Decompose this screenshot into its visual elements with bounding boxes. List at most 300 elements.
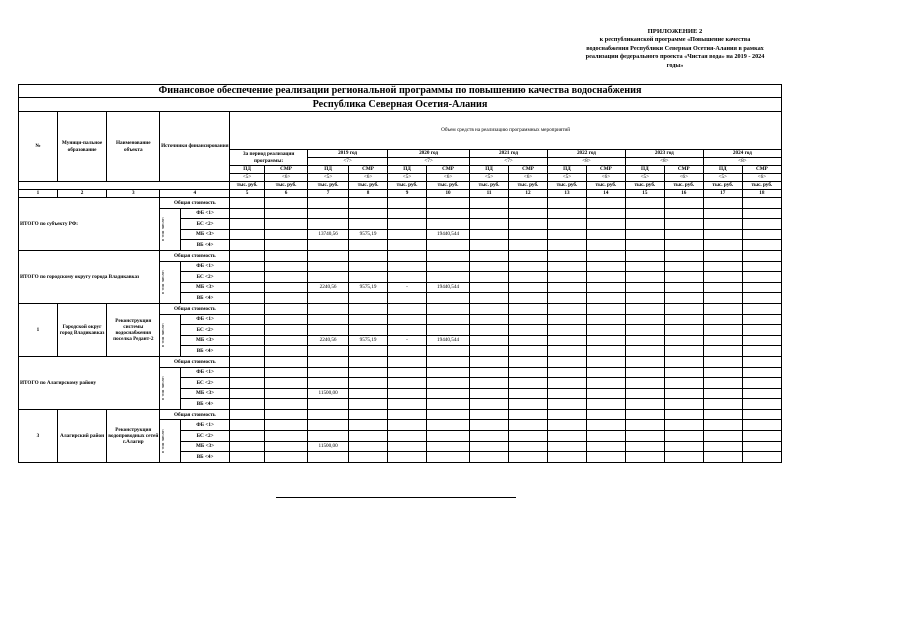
value-cell [388, 325, 427, 336]
header-smr: СМР [664, 166, 703, 174]
value-cell [230, 250, 265, 261]
value-cell [427, 314, 470, 325]
header-ref-smr: <6> [664, 174, 703, 182]
header-unit: тыс. руб. [742, 182, 781, 190]
value-cell [547, 367, 586, 378]
value-cell [664, 272, 703, 283]
value-cell [509, 409, 548, 420]
value-cell [308, 314, 349, 325]
value-cell [703, 282, 742, 293]
label-source-vb: ВБ <4> [180, 240, 229, 251]
value-cell [509, 346, 548, 357]
value-cell [703, 272, 742, 283]
value-cell [664, 314, 703, 325]
value-cell [509, 272, 548, 283]
header-pd: ПД [625, 166, 664, 174]
value-cell [509, 452, 548, 463]
header-unit: тыс. руб. [509, 182, 548, 190]
value-cell [625, 399, 664, 410]
label-total-cost: Общая стоимость [160, 303, 230, 314]
label-source-bs: БС <2> [180, 272, 229, 283]
value-cell [308, 219, 349, 230]
value-cell [470, 272, 509, 283]
header-unit: тыс. руб. [586, 182, 625, 190]
value-cell [547, 250, 586, 261]
label-total-cost: Общая стоимость [160, 409, 230, 420]
value-cell [349, 356, 388, 367]
value-cell [664, 325, 703, 336]
value-cell [664, 378, 703, 389]
value-cell [509, 441, 548, 452]
label-source-fb: ФБ <1> [180, 367, 229, 378]
label-source-vb: ВБ <4> [180, 346, 229, 357]
value-cell [230, 441, 265, 452]
value-cell [547, 198, 586, 209]
value-cell [742, 441, 781, 452]
value-cell [509, 367, 548, 378]
value-cell [308, 303, 349, 314]
value-cell [703, 441, 742, 452]
value-cell [742, 314, 781, 325]
value-cell [265, 452, 308, 463]
value-cell [703, 335, 742, 346]
header-ref-pd: <5> [470, 174, 509, 182]
label-source-mb: МБ <3> [180, 441, 229, 452]
value-cell [388, 367, 427, 378]
header-pd: ПД [230, 166, 265, 174]
value-cell [586, 240, 625, 251]
header-volume: Объем средств на реализацию программных мероприятий [230, 112, 782, 150]
value-cell [547, 378, 586, 389]
label-source-fb: ФБ <1> [180, 314, 229, 325]
header-ref-pd: <5> [308, 174, 349, 182]
value-cell [509, 250, 548, 261]
label-in-that-text: в том числе: [160, 217, 166, 242]
value-cell: 9575,19 [349, 229, 388, 240]
header-smr: СМР [427, 166, 470, 174]
appendix-line: реализации федерального проекта «Чистая вода» на 2019 - 2024 [585, 53, 765, 61]
value-cell [509, 219, 548, 230]
value-cell [230, 219, 265, 230]
value-cell [470, 261, 509, 272]
value-cell [349, 303, 388, 314]
value-cell [388, 431, 427, 442]
value-cell [265, 441, 308, 452]
value-cell [625, 431, 664, 442]
header-ref-pd: <5> [625, 174, 664, 182]
value-cell [625, 293, 664, 304]
block-municipal: Городской округ город Владикавказ [57, 303, 106, 356]
value-cell [664, 420, 703, 431]
value-cell [703, 388, 742, 399]
value-cell [547, 261, 586, 272]
value-cell [742, 431, 781, 442]
appendix-note [540, 28, 810, 70]
value-cell [308, 261, 349, 272]
table-title: Финансовое обеспечение реализации региональной программы по повышению качества водоснабжения [19, 85, 782, 98]
value-cell [547, 409, 586, 420]
value-cell [349, 452, 388, 463]
table-row [19, 409, 782, 420]
value-cell [547, 420, 586, 431]
value-cell [349, 208, 388, 219]
header-unit: тыс. руб. [265, 182, 308, 190]
label-source-vb: ВБ <4> [180, 293, 229, 304]
value-cell [230, 378, 265, 389]
value-cell [230, 399, 265, 410]
value-cell [470, 441, 509, 452]
header-pd: ПД [547, 166, 586, 174]
value-cell [230, 261, 265, 272]
value-cell: 9575,19 [349, 335, 388, 346]
value-cell [664, 409, 703, 420]
value-cell [742, 399, 781, 410]
header-unit: тыс. руб. [470, 182, 509, 190]
value-cell [625, 229, 664, 240]
value-cell [703, 325, 742, 336]
label-in-that-text: в том числе: [160, 323, 166, 348]
value-cell [547, 346, 586, 357]
header-year-ref: <8> [703, 158, 781, 166]
value-cell [265, 198, 308, 209]
value-cell [349, 420, 388, 431]
column-number: 8 [349, 190, 388, 198]
value-cell [230, 272, 265, 283]
value-cell [265, 346, 308, 357]
value-cell [308, 409, 349, 420]
value-cell [547, 282, 586, 293]
value-cell [703, 356, 742, 367]
value-cell [664, 431, 703, 442]
column-number: 4 [160, 190, 230, 198]
value-cell [308, 399, 349, 410]
value-cell [230, 388, 265, 399]
value-cell [586, 388, 625, 399]
column-number: 11 [470, 190, 509, 198]
value-cell [509, 314, 548, 325]
value-cell [664, 240, 703, 251]
value-cell [703, 208, 742, 219]
value-cell [509, 293, 548, 304]
value-cell [265, 219, 308, 230]
value-cell [470, 378, 509, 389]
value-cell [265, 367, 308, 378]
value-cell [308, 240, 349, 251]
value-cell [427, 303, 470, 314]
value-cell [388, 219, 427, 230]
value-cell [470, 198, 509, 209]
value-cell [388, 441, 427, 452]
value-cell [470, 229, 509, 240]
value-cell [664, 303, 703, 314]
value-cell [625, 261, 664, 272]
value-cell [265, 388, 308, 399]
value-cell [265, 325, 308, 336]
value-cell [547, 229, 586, 240]
header-year: 2021 год [470, 150, 548, 158]
value-cell [388, 452, 427, 463]
value-cell [703, 378, 742, 389]
value-cell [388, 378, 427, 389]
header-ref-pd: <5> [703, 174, 742, 182]
value-cell: 19440,544 [427, 229, 470, 240]
column-number: 13 [547, 190, 586, 198]
value-cell [586, 367, 625, 378]
header-sources: Источники финансирования [160, 112, 230, 182]
table-row [19, 303, 782, 314]
value-cell [388, 409, 427, 420]
value-cell [509, 378, 548, 389]
value-cell [470, 356, 509, 367]
value-cell [742, 272, 781, 283]
table-row [19, 356, 782, 367]
value-cell [703, 314, 742, 325]
value-cell [388, 229, 427, 240]
value-cell [427, 272, 470, 283]
value-cell [703, 367, 742, 378]
value-cell [470, 293, 509, 304]
value-cell [703, 452, 742, 463]
column-number: 6 [265, 190, 308, 198]
label-source-bs: БС <2> [180, 431, 229, 442]
value-cell: 2240,56 [308, 282, 349, 293]
value-cell [586, 219, 625, 230]
value-cell [349, 272, 388, 283]
label-source-mb: МБ <3> [180, 388, 229, 399]
value-cell [265, 420, 308, 431]
value-cell [427, 250, 470, 261]
value-cell [230, 229, 265, 240]
value-cell [625, 208, 664, 219]
value-cell: 19440,544 [427, 335, 470, 346]
value-cell [625, 378, 664, 389]
value-cell [388, 261, 427, 272]
finance-table-wrapper [18, 84, 782, 463]
value-cell [742, 409, 781, 420]
value-cell: 11500,00 [308, 441, 349, 452]
value-cell: - [388, 335, 427, 346]
column-number: 15 [625, 190, 664, 198]
header-unit: тыс. руб. [664, 182, 703, 190]
value-cell [230, 346, 265, 357]
value-cell [664, 293, 703, 304]
header-ref-smr: <6> [265, 174, 308, 182]
value-cell [265, 314, 308, 325]
label-in-that [160, 208, 181, 250]
column-number: 2 [57, 190, 106, 198]
value-cell [664, 346, 703, 357]
value-cell [742, 335, 781, 346]
value-cell [586, 198, 625, 209]
value-cell [427, 198, 470, 209]
value-cell [625, 240, 664, 251]
appendix-line: водоснабжения Республики Северная Осетия-Алания в рамках [586, 44, 764, 52]
value-cell [509, 388, 548, 399]
value-cell [265, 431, 308, 442]
column-number: 12 [509, 190, 548, 198]
header-unit: тыс. руб. [547, 182, 586, 190]
value-cell [547, 325, 586, 336]
value-cell [427, 367, 470, 378]
header-unit: тыс. руб. [388, 182, 427, 190]
value-cell [230, 367, 265, 378]
value-cell [703, 240, 742, 251]
label-total-cost: Общая стоимость [160, 250, 230, 261]
value-cell [703, 219, 742, 230]
value-cell [308, 198, 349, 209]
value-cell [586, 420, 625, 431]
value-cell [388, 388, 427, 399]
value-cell [265, 409, 308, 420]
label-source-mb: МБ <3> [180, 229, 229, 240]
value-cell [349, 388, 388, 399]
value-cell [625, 346, 664, 357]
value-cell [427, 346, 470, 357]
block-total-name: ИТОГО по субъекту РФ: [19, 198, 160, 251]
value-cell [349, 198, 388, 209]
value-cell [265, 335, 308, 346]
value-cell: - [388, 282, 427, 293]
value-cell [586, 282, 625, 293]
value-cell [664, 208, 703, 219]
header-unit: тыс. руб. [703, 182, 742, 190]
value-cell: 9575,19 [349, 282, 388, 293]
value-cell [470, 314, 509, 325]
value-cell [742, 282, 781, 293]
header-smr: СМР [586, 166, 625, 174]
header-ref-pd: <5> [230, 174, 265, 182]
value-cell [625, 314, 664, 325]
value-cell [308, 293, 349, 304]
value-cell [703, 261, 742, 272]
value-cell [547, 356, 586, 367]
value-cell [547, 272, 586, 283]
value-cell [586, 250, 625, 261]
value-cell [427, 219, 470, 230]
value-cell [265, 261, 308, 272]
label-source-fb: ФБ <1> [180, 208, 229, 219]
value-cell [586, 346, 625, 357]
value-cell [265, 282, 308, 293]
value-cell [265, 356, 308, 367]
header-smr: СМР [349, 166, 388, 174]
value-cell [742, 388, 781, 399]
value-cell [470, 346, 509, 357]
value-cell [664, 250, 703, 261]
value-cell [586, 293, 625, 304]
value-cell [349, 240, 388, 251]
header-smr: СМР [265, 166, 308, 174]
value-cell [349, 293, 388, 304]
block-object: Реконструкция водопроводных сетей г.Алагир [107, 409, 160, 462]
value-cell [427, 325, 470, 336]
header-municipal: Муници-пальное образование [57, 112, 106, 182]
value-cell [625, 303, 664, 314]
header-unit: тыс. руб. [427, 182, 470, 190]
value-cell [388, 240, 427, 251]
value-cell [308, 325, 349, 336]
value-cell [349, 399, 388, 410]
value-cell [586, 229, 625, 240]
value-cell [509, 431, 548, 442]
label-in-that-text: в том числе: [160, 429, 166, 454]
value-cell [742, 303, 781, 314]
value-cell [265, 378, 308, 389]
column-number: 5 [230, 190, 265, 198]
value-cell [703, 399, 742, 410]
value-cell [308, 272, 349, 283]
value-cell [625, 272, 664, 283]
value-cell [349, 314, 388, 325]
label-source-vb: ВБ <4> [180, 452, 229, 463]
value-cell [470, 409, 509, 420]
header-year: 2023 год [625, 150, 703, 158]
column-number: 10 [427, 190, 470, 198]
value-cell [742, 240, 781, 251]
value-cell [586, 314, 625, 325]
value-cell [509, 356, 548, 367]
finance-table [18, 84, 782, 463]
label-in-that [160, 314, 181, 356]
value-cell [427, 261, 470, 272]
value-cell: 13740,56 [308, 229, 349, 240]
label-in-that [160, 367, 181, 409]
signature-line [276, 497, 516, 498]
appendix-line: годы» [666, 61, 684, 69]
value-cell [509, 240, 548, 251]
value-cell [625, 250, 664, 261]
value-cell [509, 208, 548, 219]
value-cell [427, 441, 470, 452]
value-cell [586, 441, 625, 452]
value-cell [427, 378, 470, 389]
column-number: 3 [107, 190, 160, 198]
column-number: 18 [742, 190, 781, 198]
column-number: 9 [388, 190, 427, 198]
value-cell [664, 219, 703, 230]
value-cell [586, 452, 625, 463]
value-cell [470, 399, 509, 410]
value-cell [388, 399, 427, 410]
value-cell [470, 388, 509, 399]
label-source-fb: ФБ <1> [180, 261, 229, 272]
value-cell [230, 293, 265, 304]
value-cell [509, 198, 548, 209]
value-cell [308, 208, 349, 219]
header-smr: СМР [742, 166, 781, 174]
column-number: 7 [308, 190, 349, 198]
value-cell [625, 420, 664, 431]
value-cell [586, 303, 625, 314]
header-ref-smr: <6> [586, 174, 625, 182]
value-cell [349, 367, 388, 378]
value-cell [427, 356, 470, 367]
value-cell [625, 219, 664, 230]
header-num: № [19, 112, 58, 182]
value-cell [509, 261, 548, 272]
value-cell [703, 293, 742, 304]
value-cell [265, 272, 308, 283]
value-cell [470, 219, 509, 230]
value-cell [742, 378, 781, 389]
value-cell [427, 452, 470, 463]
value-cell [265, 303, 308, 314]
value-cell [509, 420, 548, 431]
value-cell [509, 399, 548, 410]
header-ref-smr: <6> [427, 174, 470, 182]
label-source-bs: БС <2> [180, 325, 229, 336]
header-year: 2022 год [547, 150, 625, 158]
